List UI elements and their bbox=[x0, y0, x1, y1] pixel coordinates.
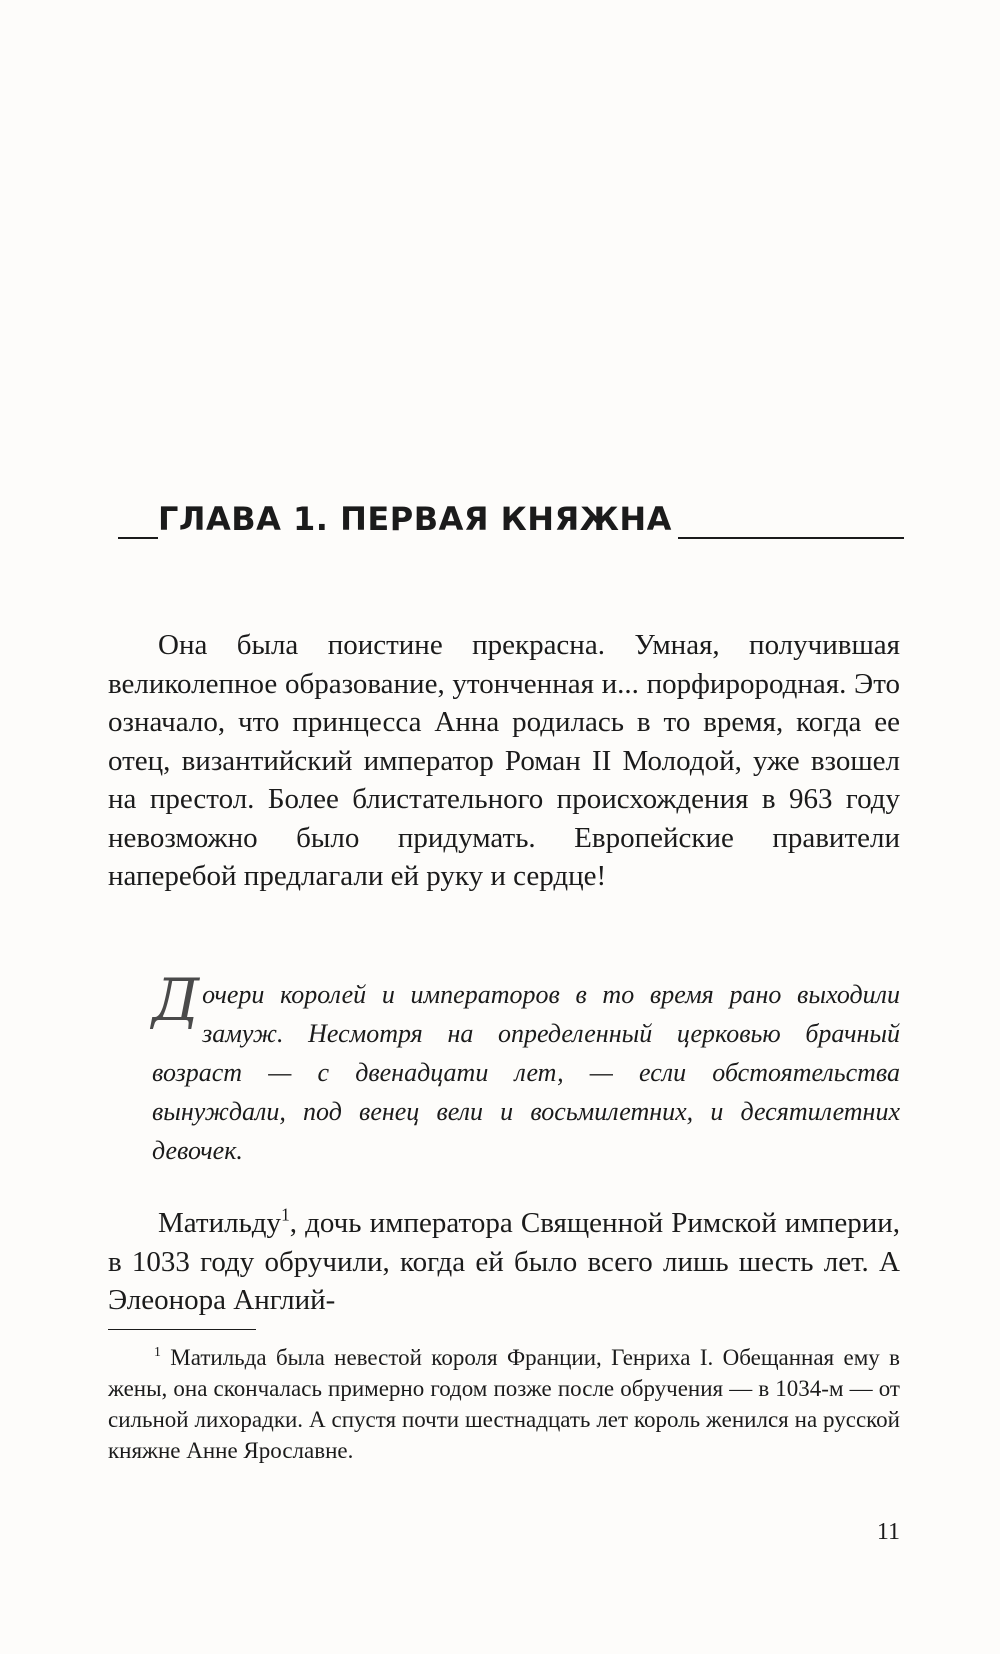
footnote-body: Матильда была невестой короля Франции, Генриха I. Обещанная ему в жены, она скончалась примерно годом позже после обручения — в 1034-м — от сильной лихорадки. А спустя почти шестнадцать лет король женился на русской княжне Анне Ярославне. bbox=[108, 1345, 900, 1463]
chapter-title: ГЛАВА 1. ПЕРВАЯ КНЯЖНА bbox=[158, 499, 678, 539]
footnote-reference[interactable]: 1 bbox=[281, 1204, 290, 1225]
paragraph-1-text: Она была поистине прекрасна. Умная, получившая великолепное образование, утонченная и... порфирородная. Это означало, что принцесса Анна родилась в то время, когда ее отец, византийский император Роман II Молодой, уже взошел на престол. Более блистательного происхождения в 963 году невозможно было придумать. Европейские правители наперебой предлагали ей руку и сердце! bbox=[108, 629, 900, 892]
aside-text: очери королей и императоров в то время рано выходили замуж. Несмотря на определенный церковью брачный возраст — с двенадцати лет, — если обстоятельства вынуждали, под венец вели и восьмилетних, и десятилетних девочек. bbox=[152, 980, 900, 1165]
footnote-text bbox=[108, 1342, 900, 1466]
page-number: 11 bbox=[876, 1519, 900, 1545]
italic-aside bbox=[152, 966, 900, 1170]
footnote bbox=[108, 1342, 900, 1466]
drop-cap: Д bbox=[152, 966, 200, 1034]
paragraph-1 bbox=[108, 626, 900, 896]
chapter-heading bbox=[118, 497, 904, 539]
paragraph-2-rest: , дочь императора Священной Римской империи, в 1033 году обручили, когда ей было всего лишь шесть лет. А Элеонора Англий- bbox=[108, 1207, 900, 1316]
paragraph-2-start: Матильду bbox=[158, 1207, 282, 1239]
footnote-divider bbox=[108, 1329, 256, 1330]
footnote-marker: 1 bbox=[154, 1344, 161, 1360]
paragraph-2-text bbox=[108, 1204, 900, 1320]
paragraph-2 bbox=[108, 1204, 900, 1320]
